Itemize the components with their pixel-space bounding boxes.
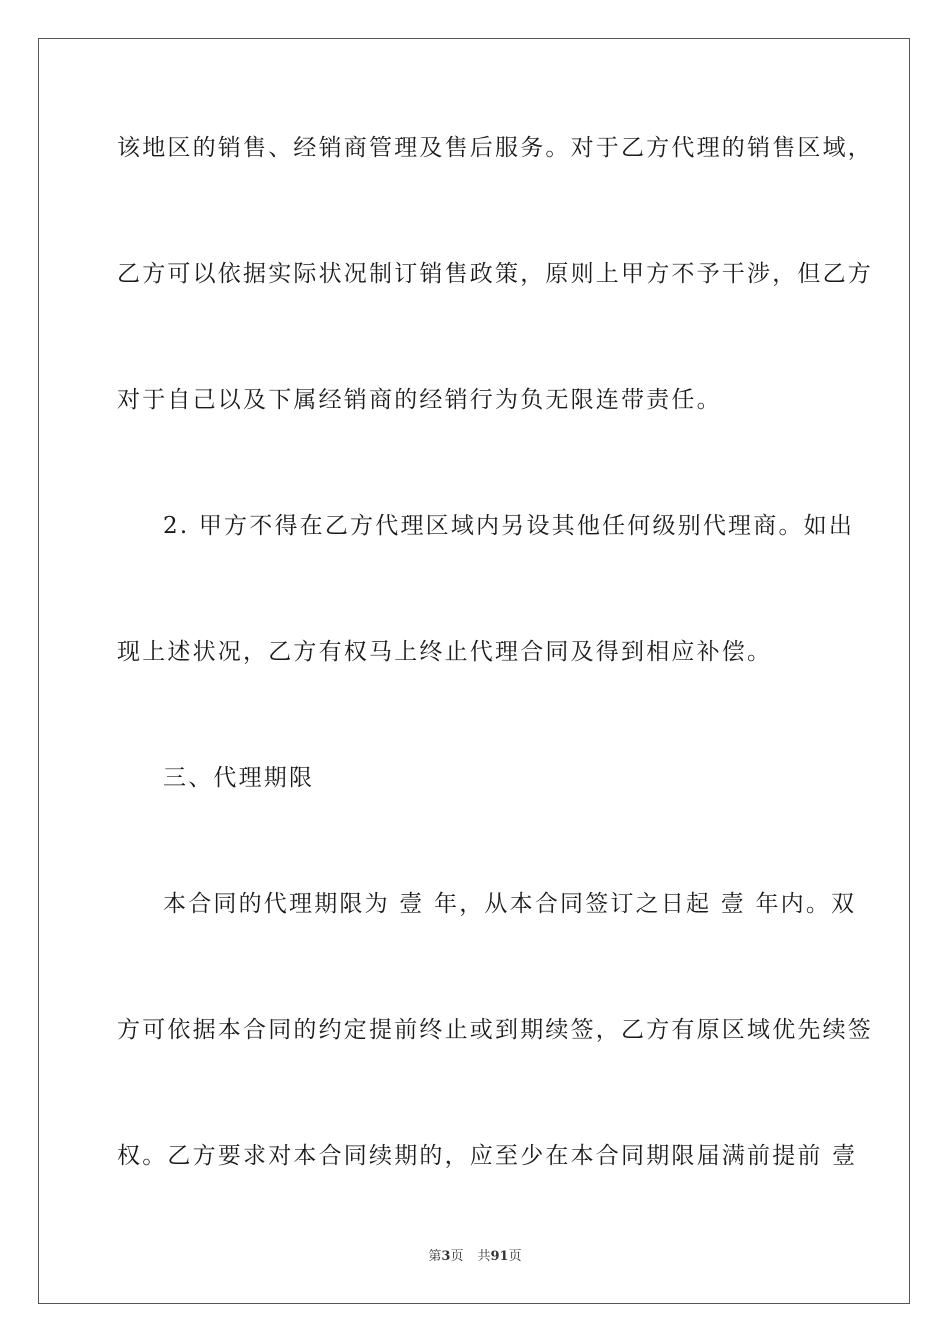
body-line-9: 权。乙方要求对本合同续期的，应至少在本合同期限届满前提前 壹: [117, 1143, 858, 1169]
page-number: 3: [441, 1249, 451, 1264]
body-line-4: 2. 甲方不得在乙方代理区域内另设其他任何级别代理商。如出: [163, 513, 855, 539]
total-prefix: 共: [477, 1249, 491, 1264]
total-pages: 91: [490, 1249, 509, 1264]
total-suffix: 页: [508, 1249, 522, 1264]
body-line-7: 本合同的代理期限为 壹 年，从本合同签订之日起 壹 年内。双: [163, 891, 857, 917]
body-line-8: 方可依据本合同的约定提前终止或到期续签，乙方有原区域优先续签: [117, 1017, 873, 1043]
body-line-2: 乙方可以依据实际状况制订销售政策，原则上甲方不予干涉，但乙方: [117, 261, 873, 287]
section-heading: 三、代理期限: [163, 765, 315, 791]
body-line-5: 现上述状况，乙方有权马上终止代理合同及得到相应补偿。: [117, 639, 773, 665]
page-suffix: 页: [450, 1249, 464, 1264]
page-border: [38, 38, 910, 1304]
page-footer: [0, 1245, 950, 1264]
page-prefix: 第: [428, 1249, 442, 1264]
body-line-3: 对于自己以及下属经销商的经销行为负无限连带责任。: [117, 387, 722, 413]
body-line-1: 该地区的销售、经销商管理及售后服务。对于乙方代理的销售区域，: [117, 135, 873, 161]
